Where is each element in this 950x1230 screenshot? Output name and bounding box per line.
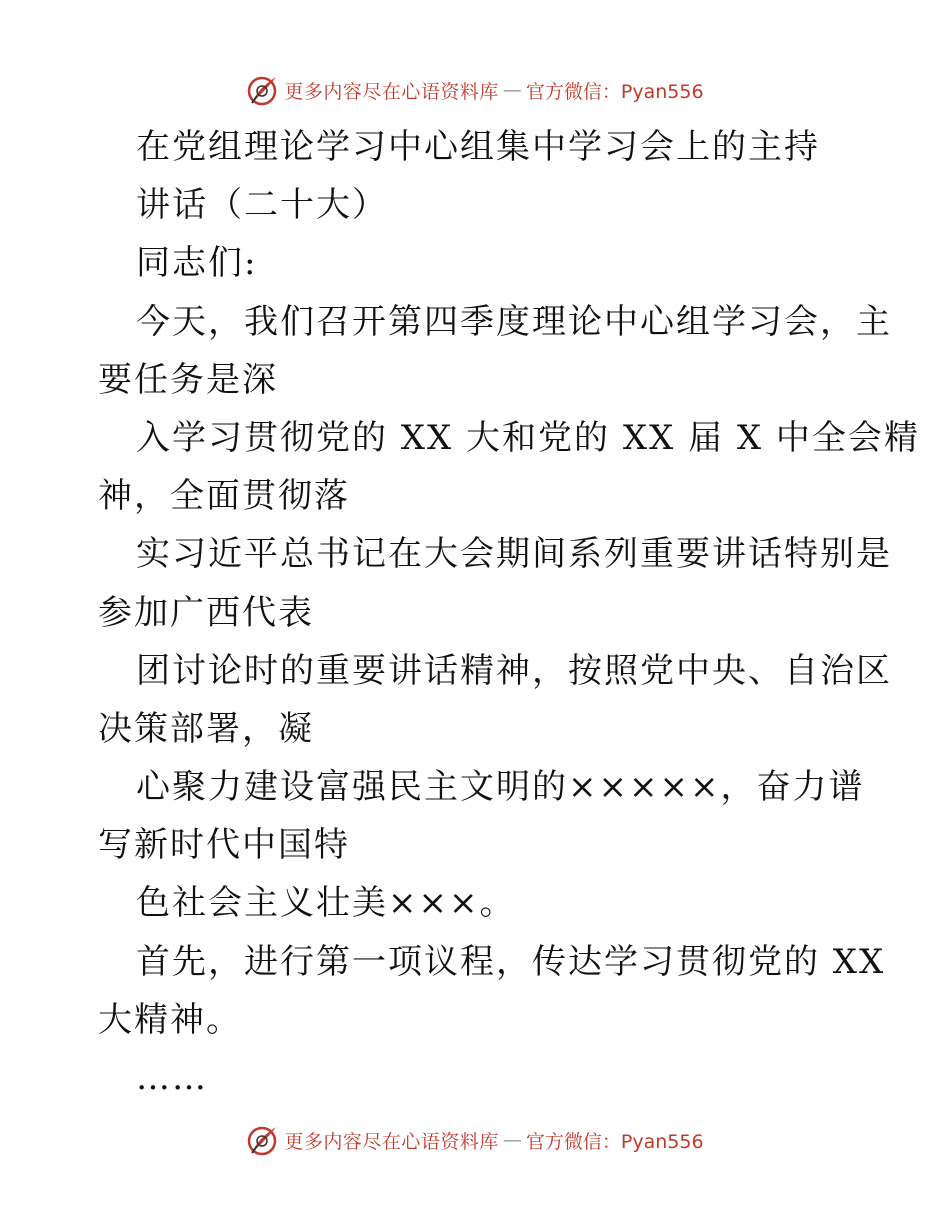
- document-line: 在党组理论学习中心组集中学习会上的主持: [136, 127, 820, 167]
- document-line: ……: [136, 1058, 208, 1098]
- document-line: 写新时代中国特: [98, 825, 350, 866]
- footer-banner-dash: —: [502, 1129, 522, 1151]
- document-line: 大精神。: [98, 999, 242, 1040]
- quill-logo-icon: [246, 1123, 280, 1157]
- footer-banner-title: 更多内容尽在心语资料库: [284, 1130, 499, 1153]
- header-banner-title: 更多内容尽在心语资料库: [284, 80, 499, 103]
- document-line: 色社会主义壮美×××。: [136, 883, 516, 924]
- document-line: 今天，我们召开第四季度理论中心组学习会，主: [136, 301, 892, 342]
- document-line: 同志们:: [136, 243, 258, 284]
- header-banner-content: [246, 73, 703, 107]
- document-line: 首先，进行第一项议程，传达学习贯彻党的 XX: [136, 941, 886, 982]
- document-line: 心聚力建设富强民主文明的×××××，奋力谱: [136, 767, 865, 808]
- document-line: 神，全面贯彻落: [98, 476, 350, 517]
- document-line: 入学习贯彻党的 XX 大和党的 XX 届 X 中全会精: [136, 417, 920, 458]
- document-line: 要任务是深: [98, 359, 278, 400]
- document-line: 团讨论时的重要讲话精神，按照党中央、自治区: [136, 650, 892, 691]
- document-line: 讲话（二十大）: [136, 185, 388, 226]
- footer-banner-content: [246, 1123, 703, 1157]
- header-banner-dash: —: [502, 79, 522, 101]
- document-line: 实习近平总书记在大会期间系列重要讲话特别是: [136, 534, 892, 575]
- document-line: 参加广西代表: [98, 592, 314, 633]
- header-banner: [0, 70, 950, 110]
- quill-logo-icon: [246, 73, 280, 107]
- document-line: 决策部署，凝: [98, 708, 314, 749]
- footer-banner: [0, 1120, 950, 1160]
- document-body: [98, 118, 920, 1107]
- footer-banner-official: 官方微信：Pyan556: [525, 1130, 704, 1153]
- header-banner-official: 官方微信：Pyan556: [525, 80, 704, 103]
